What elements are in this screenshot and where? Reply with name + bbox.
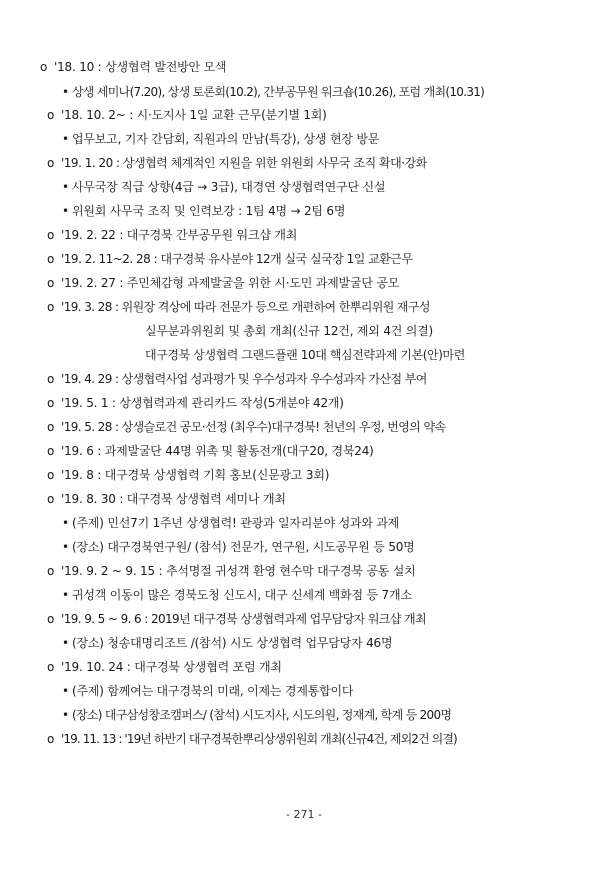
item-text: (주제) 함께여는 대구경북의 미래, 이제는 경제통합이다 bbox=[72, 684, 354, 698]
item-marker: • bbox=[62, 636, 69, 650]
item-text: '19. 8 : 대구경북 상생협력 기획 홍보(신문광고 3회) bbox=[61, 468, 330, 482]
list-item bbox=[47, 395, 344, 411]
list-item bbox=[47, 275, 399, 291]
item-marker: o bbox=[47, 276, 55, 290]
list-item bbox=[47, 299, 430, 315]
item-text: '19. 2. 27 : 주민체감형 과제발굴을 위한 시·도민 과제발굴단 공모 bbox=[61, 276, 400, 290]
item-marker: o bbox=[47, 612, 55, 626]
list-item bbox=[47, 155, 427, 171]
list-item bbox=[47, 371, 427, 387]
page-number: - 271 - bbox=[286, 808, 322, 821]
item-text: '19. 5. 1 : 상생협력과제 관리카드 작성(5개분야 42개) bbox=[61, 396, 344, 410]
item-text: (장소) 대구경북연구원/ (참석) 전문가, 연구원, 시도공무원 등 50명 bbox=[72, 540, 415, 554]
item-marker: o bbox=[47, 660, 55, 674]
item-marker: • bbox=[62, 180, 69, 194]
item-text: (주제) 민선7기 1주년 상생협력! 관광과 일자리분야 성과와 과제 bbox=[72, 516, 400, 530]
list-item bbox=[62, 635, 392, 651]
item-marker: o bbox=[47, 372, 55, 386]
item-marker: o bbox=[47, 492, 55, 506]
list-item bbox=[47, 443, 374, 459]
item-text: 실무분과위원회 및 총회 개최(신규 12건, 제외 4건 의결) bbox=[145, 324, 434, 338]
item-marker: o bbox=[47, 108, 55, 122]
item-marker: o bbox=[47, 252, 55, 266]
item-marker: • bbox=[62, 684, 69, 698]
list-item bbox=[47, 731, 457, 747]
item-marker: • bbox=[62, 132, 69, 146]
item-marker: • bbox=[62, 588, 69, 602]
list-item bbox=[47, 563, 416, 579]
list-item bbox=[62, 131, 379, 147]
list-item bbox=[40, 59, 226, 75]
list-item bbox=[47, 491, 286, 507]
item-marker: o bbox=[47, 396, 55, 410]
list-item bbox=[62, 203, 345, 219]
list-item bbox=[62, 539, 415, 555]
list-item bbox=[62, 515, 399, 531]
item-text: '19. 2. 22 : 대구경북 간부공무원 워크샵 개최 bbox=[61, 228, 298, 242]
item-text: 위원회 사무국 조직 및 인력보강 : 1팀 4명 → 2팀 6명 bbox=[72, 204, 346, 218]
list-item bbox=[47, 659, 282, 675]
item-text: 대구경북 상생협력 그랜드플랜 10대 핵심전략과제 기본(안)마련 bbox=[145, 348, 465, 362]
item-marker: • bbox=[62, 540, 69, 554]
list-item bbox=[47, 467, 329, 483]
item-text: '18. 10. 2~ : 시·도지사 1일 교환 근무(분기별 1회) bbox=[61, 108, 327, 122]
item-marker: o bbox=[40, 60, 48, 74]
item-marker: • bbox=[62, 708, 69, 722]
item-text: '18. 10 : 상생협력 발전방안 모색 bbox=[54, 60, 227, 74]
item-marker: • bbox=[62, 204, 69, 218]
item-marker: o bbox=[47, 444, 55, 458]
list-item bbox=[47, 107, 327, 123]
item-text: '19. 1. 20 : 상생협력 체계적인 지원을 위한 위원회 사무국 조직 확대·강화 bbox=[61, 156, 427, 170]
list-item bbox=[47, 251, 413, 267]
list-item bbox=[47, 611, 426, 627]
item-text: '19. 10. 24 : 대구경북 상생협력 포럼 개최 bbox=[61, 660, 282, 674]
item-text: (장소) 청송대명리조트 /(참석) 시도 상생협력 업무담당자 46명 bbox=[72, 636, 393, 650]
item-text: '19. 9. 2 ~ 9. 15 : 추석명절 귀성객 환영 현수막 대구경북 공동 설치 bbox=[61, 564, 416, 578]
item-text: 상생 세미나(7.20), 상생 토론회(10.2), 간부공무원 워크숍(10.26), 포럼 개최(10.31) bbox=[72, 85, 485, 99]
item-text: '19. 8. 30 : 대구경북 상생협력 세미나 개최 bbox=[61, 492, 286, 506]
list-item bbox=[47, 419, 446, 435]
item-text: '19. 11. 13 : '19년 하반기 대구경북한뿌리상생위원회 개최(신규4건, 제외2건 의결) bbox=[61, 732, 457, 746]
item-text: '19. 2. 11~2. 28 : 대구경북 유사분야 12개 실국 실국장 1일 교환근무 bbox=[61, 252, 413, 266]
list-item bbox=[62, 707, 451, 723]
item-marker: o bbox=[47, 156, 55, 170]
list-item bbox=[62, 683, 353, 699]
item-text: 귀성객 이동이 많은 경북도청 신도시, 대구 신세계 백화점 등 7개소 bbox=[72, 588, 412, 602]
item-marker: o bbox=[47, 732, 55, 746]
item-marker: • bbox=[62, 85, 69, 99]
item-text: '19. 9. 5 ~ 9. 6 : 2019년 대구경북 상생협력과제 업무담당자 워크샵 개최 bbox=[61, 612, 426, 626]
item-text: '19. 3. 28 : 위원장 격상에 따라 전문가 등으로 개편하여 한뿌리위원 재구성 bbox=[61, 300, 430, 314]
item-marker: o bbox=[47, 228, 55, 242]
item-marker: • bbox=[62, 516, 69, 530]
list-item bbox=[62, 179, 385, 195]
item-marker: o bbox=[47, 420, 55, 434]
item-marker: o bbox=[47, 564, 55, 578]
item-marker: o bbox=[47, 468, 55, 482]
list-item bbox=[145, 323, 433, 339]
list-item bbox=[62, 84, 484, 100]
list-item bbox=[145, 347, 465, 363]
item-text: 업무보고, 기자 간담회, 직원과의 만남(특강), 상생 현장 방문 bbox=[72, 132, 380, 146]
list-item bbox=[47, 227, 297, 243]
item-text: 사무국장 직급 상향(4급 → 3급), 대경연 상생협력연구단 신설 bbox=[72, 180, 386, 194]
list-item bbox=[62, 587, 412, 603]
item-text: '19. 5. 28 : 상생슬로건 공모·선정 (최우수)대구경북! 천년의 우정, 번영의 약속 bbox=[61, 420, 446, 434]
item-text: '19. 6 : 과제발굴단 44명 위촉 및 활동전개(대구20, 경북24) bbox=[61, 444, 374, 458]
item-text: (장소) 대구삼성창조캠퍼스/ (참석) 시도지사, 시도의원, 정재계, 학계 등 200명 bbox=[72, 708, 452, 722]
item-text: '19. 4. 29 : 상생협력사업 성과평가 및 우수성과자 우수성과자 가산점 부여 bbox=[61, 372, 427, 386]
item-marker: o bbox=[47, 300, 55, 314]
